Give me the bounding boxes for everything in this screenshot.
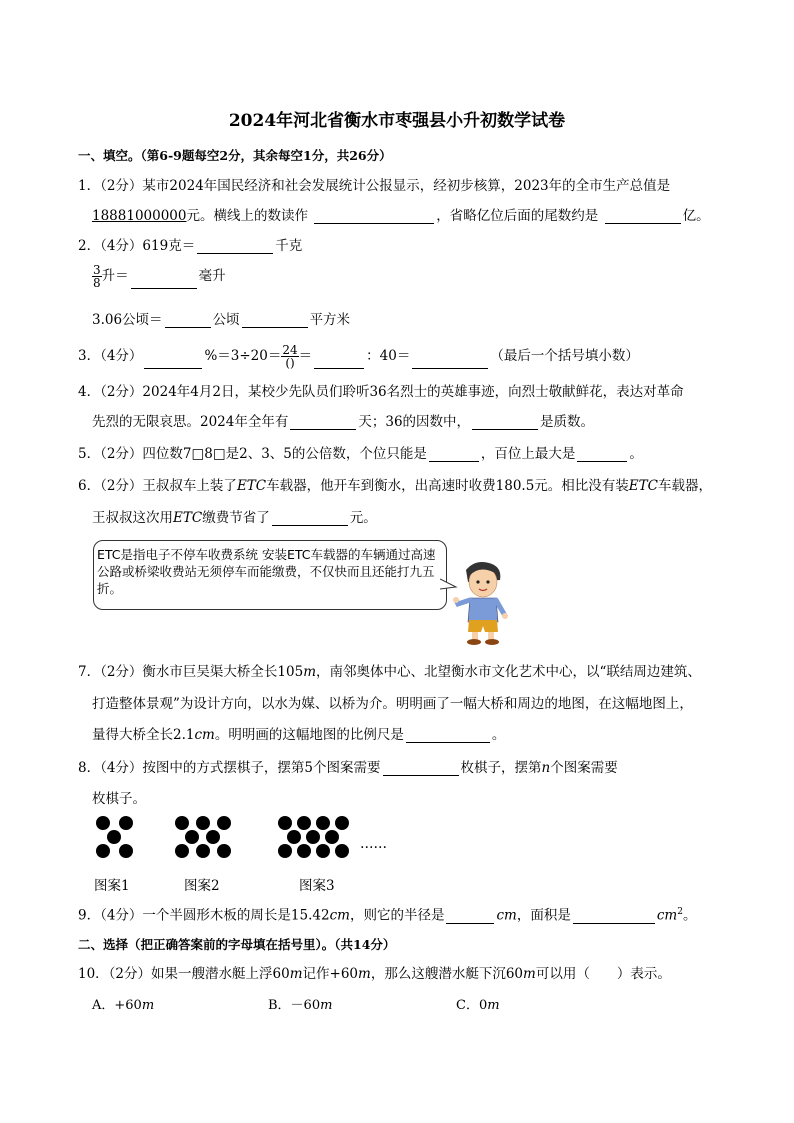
q10-text: 10．（2分）如果一艘潜水艇上浮60	[78, 966, 290, 982]
q4-text: 是质数。	[540, 414, 595, 430]
question-2-line-c	[92, 312, 350, 328]
unit-m: m	[303, 664, 317, 680]
question-7-line-3	[92, 727, 505, 743]
unit-cm: cm	[656, 907, 678, 924]
answer-blank[interactable]	[412, 354, 488, 369]
answer-blank[interactable]	[272, 511, 348, 526]
chess-piece	[196, 844, 210, 858]
option-a[interactable]	[92, 998, 154, 1014]
answer-blank[interactable]	[197, 239, 273, 254]
unit-m: m	[141, 998, 155, 1013]
question-3	[78, 344, 639, 369]
q1-text: ，省略亿位后面的尾数约是	[436, 208, 599, 224]
q8-text: 8．（4分）按图中的方式摆棋子，摆第5个图案需要	[78, 760, 381, 776]
number-value: 18881000000	[92, 208, 187, 224]
section-2-heading: 二、选择（把正确答案前的字母填在括号里）。（共14分）	[78, 937, 396, 952]
chess-piece	[335, 844, 349, 858]
chess-piece	[206, 830, 220, 844]
q1-text: 元。横线上的数读作	[186, 208, 308, 224]
answer-blank[interactable]	[577, 447, 627, 462]
q6-text: 车载器，他开车到衡水，出高速时收费180.5元。相比没有装	[266, 478, 629, 494]
q2-text: 3.06公顷＝	[92, 312, 163, 328]
option-a-label: A．+60	[92, 998, 142, 1013]
chess-piece	[278, 844, 292, 858]
unit-m: m	[320, 998, 333, 1013]
q9-text: 9．（4分）一个半圆形木板的周长是15.42	[78, 907, 330, 924]
question-2-line-b	[92, 264, 226, 289]
q2-text: 毫升	[198, 268, 226, 284]
chess-piece	[96, 844, 110, 858]
chess-piece	[96, 816, 110, 830]
fraction	[281, 344, 298, 369]
q4-text: 先烈的无限哀思。2024年全年有	[92, 414, 289, 430]
chess-piece	[287, 830, 301, 844]
fraction-denominator: ()	[285, 356, 295, 370]
answer-blank[interactable]	[573, 909, 655, 924]
q3-note: （最后一个括号填小数）	[490, 348, 639, 364]
answer-blank[interactable]	[446, 909, 494, 924]
answer-blank[interactable]	[131, 274, 197, 289]
q3-text: ：40＝	[366, 348, 411, 364]
q1-text: 亿。	[682, 208, 710, 224]
question-5	[78, 446, 643, 462]
question-6-line-2	[92, 510, 377, 526]
question-6-line-1	[78, 478, 712, 494]
answer-blank[interactable]	[314, 354, 364, 369]
question-9	[78, 904, 696, 924]
q6-text: 元。	[349, 510, 377, 526]
chess-piece	[196, 816, 210, 830]
chess-piece	[107, 830, 121, 844]
answer-blank[interactable]	[429, 447, 479, 462]
q3-text: %＝3÷20＝	[204, 348, 282, 364]
question-10	[78, 966, 671, 982]
answer-blank[interactable]	[144, 354, 202, 369]
fraction-numerator: 3	[93, 263, 101, 277]
section-1-heading: 一、填空。（第6-9题每空2分，其余每空1分，共26分）	[78, 148, 392, 163]
etc-term: ETC	[173, 510, 203, 526]
q2-text: 平方米	[309, 312, 351, 328]
question-4-line-2	[92, 414, 594, 430]
chess-piece	[316, 816, 330, 830]
pattern-label-3: 图案3	[299, 878, 335, 894]
chess-piece	[306, 830, 320, 844]
superscript: 2	[677, 907, 683, 917]
q2-text: 升＝	[101, 268, 129, 284]
ellipsis: ……	[360, 836, 387, 852]
q3-text: 3．（4分）	[78, 348, 143, 364]
question-2-line-a	[78, 238, 302, 254]
pattern-label-2: 图案2	[184, 878, 220, 894]
q7-text: 7．（2分）衡水市巨吴渠大桥全长105	[78, 664, 304, 680]
etc-term: ETC	[236, 478, 267, 494]
q7-text: 。	[491, 727, 506, 743]
speech-bubble-text: ETC是指电子不停车收费系统 安装ETC车载器的车辆通过高速公路或桥梁收费站无须停车而能缴费，不仅快而且还能打九五折。	[97, 547, 436, 596]
answer-blank[interactable]	[383, 761, 459, 776]
q7-text: 量得大桥全长2.1	[92, 727, 195, 743]
q8-text: 个图案需要	[550, 760, 618, 776]
q7-text: ，南邻奥体中心、北望衡水市文化艺术中心，以“联结周边建筑、	[316, 664, 701, 680]
chess-piece	[217, 816, 231, 830]
q5-text: ，百位上最大是	[480, 446, 576, 462]
q2-text: 千克	[275, 238, 303, 254]
answer-blank[interactable]	[406, 728, 490, 743]
q9-text: 。	[682, 907, 697, 924]
q6-text: 缴费节省了	[202, 510, 270, 526]
page-title: 2024年河北省衡水市枣强县小升初数学试卷	[228, 111, 566, 131]
q10-text: ，那么这艘潜水艇下沉60	[370, 966, 524, 982]
chess-piece	[119, 844, 133, 858]
chess-piece	[185, 830, 199, 844]
fraction-numerator: 24	[282, 343, 298, 357]
chess-piece	[175, 844, 189, 858]
q8-text: 枚棋子，摆第	[460, 760, 542, 776]
chess-piece	[175, 816, 189, 830]
unit-m: m	[289, 966, 303, 982]
q6-text: 车载器，	[658, 478, 712, 494]
chess-piece	[316, 844, 330, 858]
question-7-line-2: 打造整体景观”为设计方向，以水为媒、以桥为介。明明画了一幅大桥和周边的地图，在这幅地图上，	[92, 696, 693, 712]
q10-text: 可以用（ ）表示。	[535, 966, 671, 982]
answer-blank[interactable]	[290, 415, 356, 430]
chess-piece	[335, 816, 349, 830]
question-8-line-1	[78, 760, 618, 776]
option-b-label: B．－60	[268, 998, 321, 1013]
q6-text: 6．（2分）王叔叔车上装了	[78, 478, 237, 494]
unit-m: m	[358, 966, 371, 982]
question-1-line-1: 1．（2分）某市2024年国民经济和社会发展统计公报显示，经初步核算，2023年的全市生产总值是	[78, 178, 671, 194]
answer-blank[interactable]	[605, 209, 681, 224]
etc-term: ETC	[628, 478, 658, 494]
unit-cm: cm	[329, 907, 350, 924]
chess-piece	[297, 844, 311, 858]
question-4-line-1: 4．（2分）2024年4月2日，某校少先队员们聆听36名烈士的英雄事迹，向烈士敬献鲜花，表达对革命	[78, 384, 684, 400]
q7-text: 。明明画的这幅地图的比例尺是	[214, 727, 404, 743]
fraction-denominator: 8	[93, 276, 101, 290]
q5-text: 。	[629, 446, 643, 462]
q9-text: ，面积是	[516, 907, 571, 924]
q4-text: 天；36的因数中，	[358, 414, 471, 430]
unit-cm: cm	[496, 907, 517, 924]
q2-text: 2．（4分）619克＝	[78, 238, 196, 254]
option-c-label: C．0	[456, 998, 488, 1013]
pattern-label-1: 图案1	[94, 878, 130, 894]
unit-m: m	[487, 998, 500, 1013]
answer-blank[interactable]	[472, 415, 538, 430]
unit-m: m	[523, 966, 536, 982]
q6-text: 王叔叔这次用	[92, 510, 173, 526]
chess-piece	[278, 816, 292, 830]
q3-text: ＝	[298, 348, 313, 364]
question-1-line-2	[92, 208, 710, 224]
q9-text: ，则它的半径是	[349, 907, 445, 924]
question-8-line-2: 枚棋子。	[92, 791, 146, 807]
question-7-line-1	[78, 664, 701, 680]
option-b[interactable]	[268, 998, 332, 1014]
boy-illustration-icon	[452, 558, 512, 646]
option-c[interactable]	[456, 998, 500, 1014]
fraction	[92, 264, 102, 289]
chess-piece	[325, 830, 339, 844]
variable-n: n	[541, 760, 551, 776]
chess-piece	[217, 844, 231, 858]
unit-cm: cm	[194, 727, 215, 743]
q2-text: 公顷	[212, 312, 240, 328]
chess-piece	[119, 816, 133, 830]
answer-blank[interactable]	[314, 209, 434, 224]
q10-text: 记作+60	[302, 966, 359, 982]
chess-piece	[297, 816, 311, 830]
answer-blank[interactable]	[165, 313, 211, 328]
answer-blank[interactable]	[242, 313, 308, 328]
q5-text: 5．（2分）四位数7□8□是2、3、5的公倍数，个位只能是	[78, 446, 427, 462]
